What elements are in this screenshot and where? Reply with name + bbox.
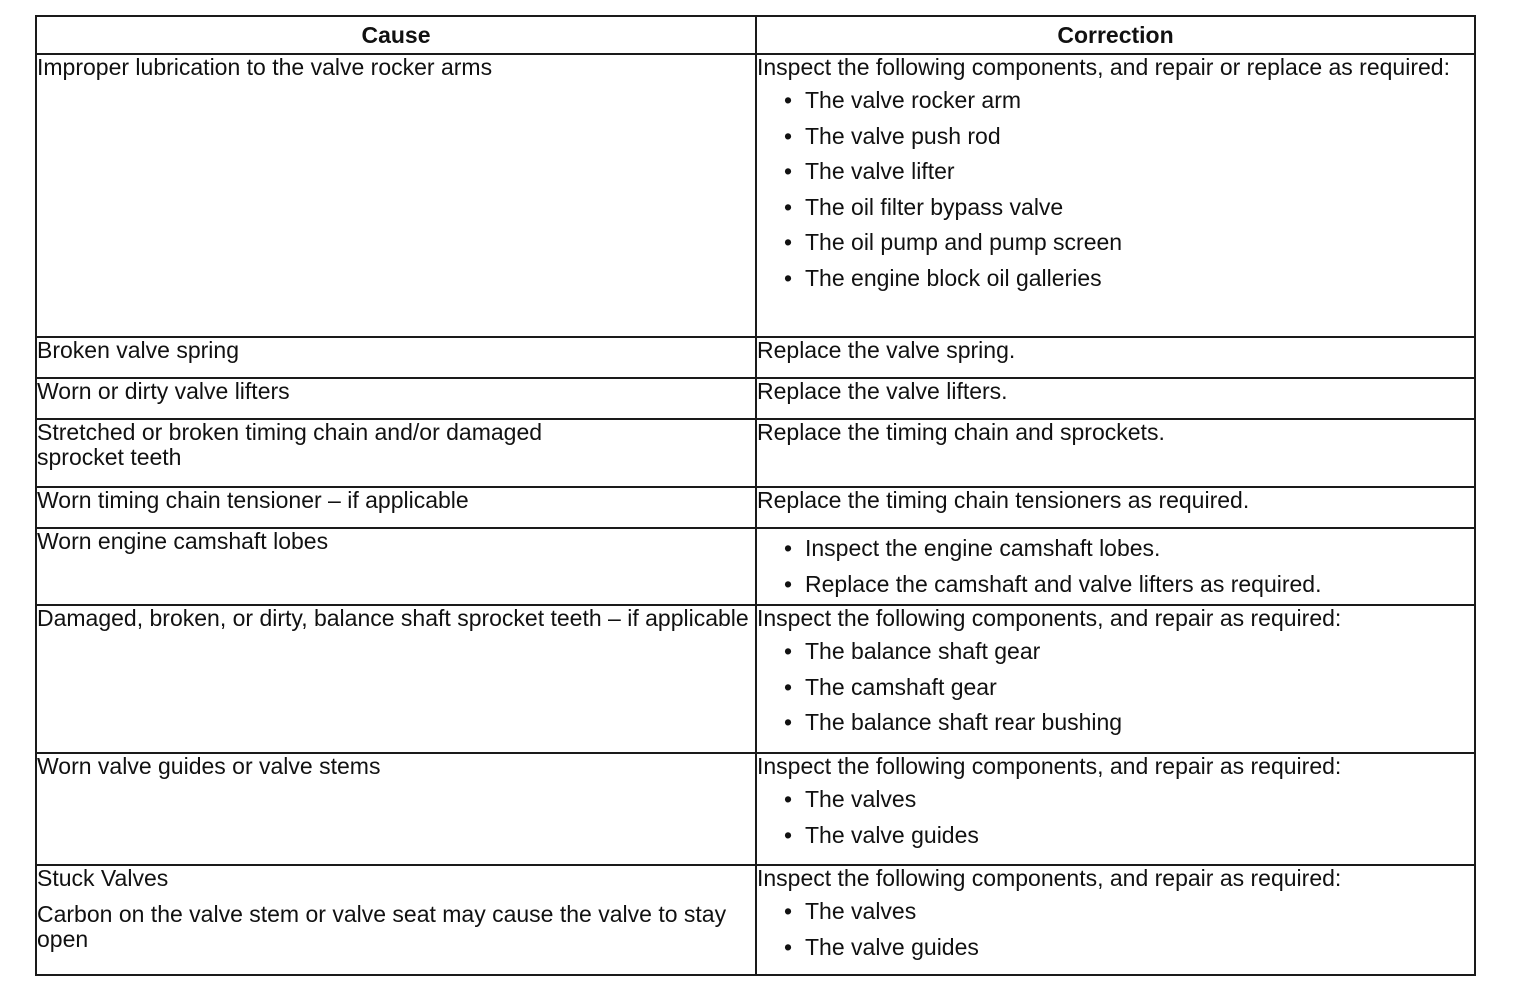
- cause-column-header: Cause: [36, 16, 756, 54]
- correction-list: [757, 784, 1474, 855]
- list-item: • The valves: [757, 896, 1474, 932]
- correction-cell: [756, 337, 1475, 378]
- correction-cell: [756, 753, 1475, 865]
- correction-intro: Inspect the following components, and repair as required:: [757, 753, 1342, 779]
- correction-list: [757, 636, 1474, 743]
- cause-text: Worn timing chain tensioner – if applicable: [37, 487, 469, 513]
- bullet-icon: •: [783, 535, 793, 561]
- cause-cell: [36, 605, 756, 753]
- cause-cell: [36, 378, 756, 419]
- correction-cell: [756, 54, 1475, 337]
- table-row: [36, 378, 1475, 419]
- cause-note: Carbon on the valve stem or valve seat may cause the valve to stay open: [37, 901, 727, 952]
- bullet-icon: •: [783, 933, 793, 960]
- bullet-icon: •: [783, 229, 793, 255]
- bullet-icon: •: [783, 193, 793, 220]
- list-item: • The oil pump and pump screen: [757, 227, 1474, 263]
- correction-list: [757, 85, 1474, 298]
- table-row: [36, 487, 1475, 528]
- bullet-icon: •: [783, 158, 793, 184]
- table-row: [36, 419, 1475, 487]
- list-item: • The valve rocker arm: [757, 85, 1474, 121]
- correction-cell: [756, 487, 1475, 528]
- list-item: • The camshaft gear: [757, 672, 1474, 708]
- cause-cell: [36, 865, 756, 975]
- list-item: • The valve guides: [757, 932, 1474, 968]
- bullet-icon: •: [783, 122, 793, 149]
- correction-cell: [756, 528, 1475, 605]
- cause-cell: [36, 54, 756, 337]
- list-item: • The valve push rod: [757, 121, 1474, 157]
- table-row: [36, 528, 1475, 605]
- cause-text: Improper lubrication to the valve rocker arms: [37, 54, 493, 80]
- correction-intro: Replace the valve spring.: [757, 337, 1016, 363]
- correction-cell: [756, 419, 1475, 487]
- bullet-icon: •: [783, 786, 793, 812]
- cause-cell: [36, 337, 756, 378]
- cause-text: Stuck Valves: [37, 865, 169, 891]
- correction-intro: Inspect the following components, and repair or replace as required:: [757, 54, 1450, 80]
- table-row: [36, 753, 1475, 865]
- bullet-icon: •: [783, 264, 793, 291]
- cause-text: Worn engine camshaft lobes: [37, 528, 329, 554]
- bullet-icon: •: [783, 898, 793, 924]
- correction-list: [757, 896, 1474, 967]
- list-item: • The valves: [757, 784, 1474, 820]
- correction-cell: [756, 605, 1475, 753]
- table-row: [36, 337, 1475, 378]
- list-item: • Replace the camshaft and valve lifters as required.: [757, 569, 1474, 605]
- cause-text: Worn or dirty valve lifters: [37, 378, 290, 404]
- cause-text: Stretched or broken timing chain and/or damaged sprocket teeth: [37, 419, 543, 470]
- table-header-row: [36, 16, 1475, 54]
- list-item: • The oil filter bypass valve: [757, 192, 1474, 228]
- table-row: [36, 54, 1475, 337]
- list-item: • The engine block oil galleries: [757, 263, 1474, 299]
- cause-cell: [36, 419, 756, 487]
- correction-intro: Replace the timing chain and sprockets.: [757, 419, 1165, 445]
- list-item: • The balance shaft gear: [757, 636, 1474, 672]
- diagnostic-table: [35, 15, 1476, 976]
- cause-text: Worn valve guides or valve stems: [37, 753, 381, 779]
- bullet-icon: •: [783, 673, 793, 700]
- correction-column-header: Correction: [756, 16, 1475, 54]
- cause-cell: [36, 487, 756, 528]
- table-row: [36, 605, 1475, 753]
- list-item: • The valve lifter: [757, 156, 1474, 192]
- bullet-icon: •: [783, 87, 793, 113]
- list-item: • The valve guides: [757, 820, 1474, 856]
- list-item: • The balance shaft rear bushing: [757, 707, 1474, 743]
- correction-intro: Inspect the following components, and repair as required:: [757, 865, 1342, 891]
- correction-intro: Replace the timing chain tensioners as required.: [757, 487, 1250, 513]
- bullet-icon: •: [783, 638, 793, 664]
- bullet-icon: •: [783, 570, 793, 597]
- correction-cell: [756, 865, 1475, 975]
- table-row: [36, 865, 1475, 975]
- cause-cell: [36, 528, 756, 605]
- correction-list: [757, 533, 1474, 604]
- correction-intro: Replace the valve lifters.: [757, 378, 1008, 404]
- correction-cell: [756, 378, 1475, 419]
- cause-text: Broken valve spring: [37, 337, 239, 363]
- list-item: • Inspect the engine camshaft lobes.: [757, 533, 1474, 569]
- correction-intro: Inspect the following components, and repair as required:: [757, 605, 1342, 631]
- cause-cell: [36, 753, 756, 865]
- bullet-icon: •: [783, 821, 793, 848]
- bullet-icon: •: [783, 709, 793, 735]
- cause-text: Damaged, broken, or dirty, balance shaft sprocket teeth – if applicable: [37, 605, 749, 631]
